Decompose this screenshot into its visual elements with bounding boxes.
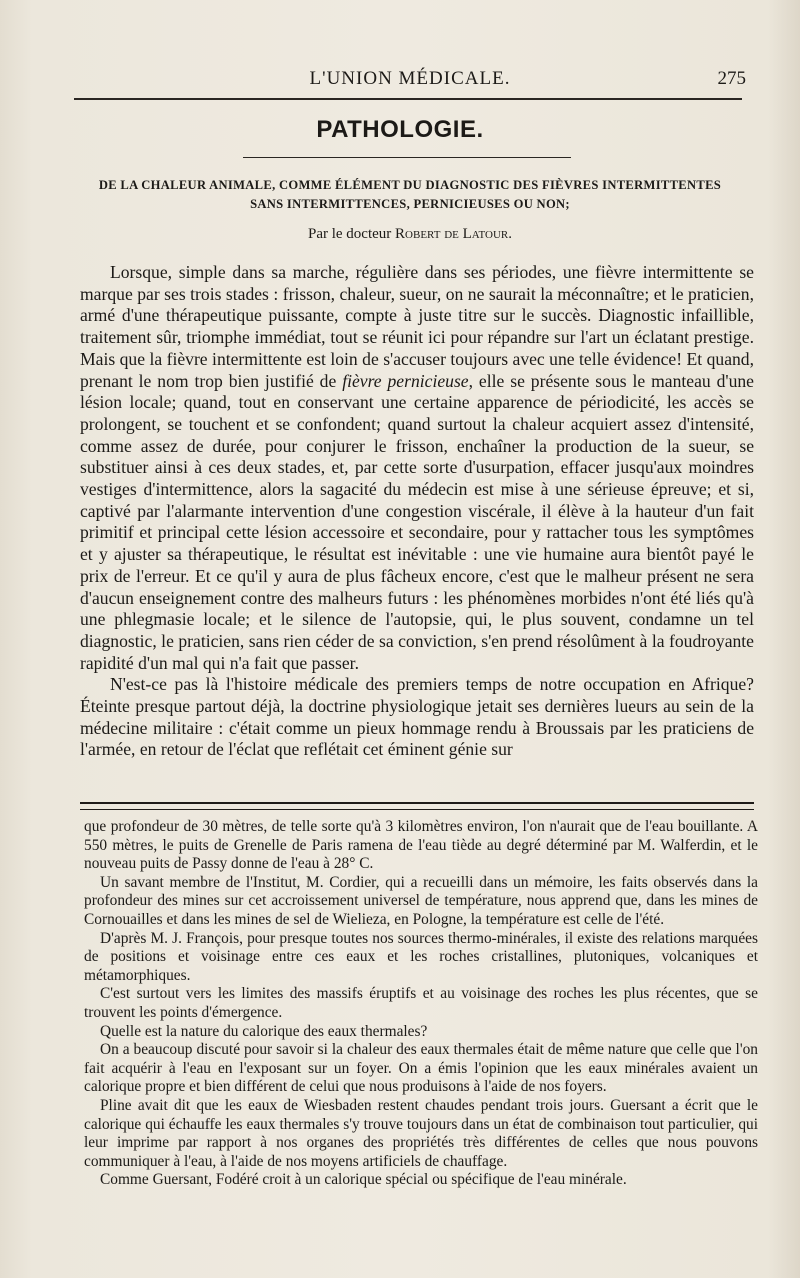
footnote-paragraph: Pline avait dit que les eaux de Wiesbaden restent chaudes pendant trois jours. Guersant a écrit que le calorique qui échauffe les eaux thermales s'y trouve toujours dans un état de combinaison tout particulier, qui leur imprime par rapport à nos organes des propriétés très différentes de celles que nous pouvons communiquer à l'eau, à l'aide de nos moyens artificiels de chauffage. [84, 1096, 758, 1170]
running-header [74, 62, 746, 98]
header-rule [74, 98, 742, 100]
article-title-line-1: DE LA CHALEUR ANIMALE, COMME ÉLÉMENT DU DIAGNOSTIC DES FIÈVRES INTERMITTENTES [98, 178, 722, 192]
footnote-paragraph: C'est surtout vers les limites des massifs éruptifs et au voisinage des roches les plus récentes, que se trouvent les points d'émergence. [84, 985, 758, 1021]
footnote-paragraph: On a beaucoup discuté pour savoir si la chaleur des eaux thermales était de même nature que celle que l'on fait acquérir à l'eau en l'exposant sur un foyer. On a émis l'opinion que les eaux minérales avaient un calorique propre et bien différent de celui que nous produisons à l'aide de nos foyers. [84, 1041, 758, 1096]
running-title: L'UNION MÉDICALE. [309, 68, 511, 89]
section-title-rule [243, 157, 571, 158]
article-title-line-2: SANS INTERMITTENCES, PERNICIEUSES OU NON; [250, 197, 570, 211]
paragraph-1-part-b: , elle se présente sous le manteau d'une lésion locale; quand, tout en conservant une certaine apparence de périodicité, les accès se prolongent, se touchent et se confondent; quand surtout la chaleur acquiert assez d'intensité, comme assez de durée, pour conjurer le frisson, enchaîner la production de la sueur, se substituer ainsi à ces deux stades, et, par cette sorte d'usurpation, effacer jusqu'aux moindres vestiges d'intermittence, alors la sagacité du médecin est mise à une sérieuse épreuve; et si, captivé par l'alarmante intervention d'une congestion viscérale, il élève à la hauteur d'un fait primitif et principal cette lésion accessoire et secondaire, pour y rattacher tous les symptômes et y ajuster sa thérapeutique, le résultat est inévitable : une vie humaine aura bientôt payé le prix de l'erreur. Et ce qu'il y aura de plus fâcheux encore, c'est que le malheur présent ne sera d'aucun enseignement contre des malheurs futurs : les phénomènes morbides n'ont été liés qu'à une phlegmasie locale; et le silence de l'autopsie, qui, le plus souvent, condamne un tel diagnostic, le praticien, sans rien céder de sa conviction, s'en prend résolûment à la foudroyante rapidité d'un mal qui n'a fait que passer. [80, 370, 754, 673]
paragraph-2: N'est-ce pas là l'histoire médicale des premiers temps de notre occupation en Afrique? Éteinte presque partout déjà, la doctrine physiologique jetait ses dernières lueurs au sein de la médecine militaire : c'était comme un pieux hommage rendu à Broussais par les praticiens de l'armée, en retour de l'éclat que reflétait cet éminent génie sur [80, 674, 754, 760]
byline [74, 226, 746, 243]
article-body [80, 262, 754, 761]
footnotes [84, 818, 758, 1190]
footnote-paragraph: D'après M. J. François, pour presque toutes nos sources thermo-minérales, il existe des relations marquées de positions et voisinage entre ces eaux et les roches cristallines, plutoniques, volcaniques et métamorphiques. [84, 929, 758, 984]
page-number: 275 [717, 68, 746, 89]
footnote-paragraph: Un savant membre de l'Institut, M. Cordier, qui a recueilli dans un mémoire, les faits observés dans la profondeur des mines sur cet accroissement universel de température, nous apprend que, dans les mines de Cornouailles et dans les mines de sel de Wielieza, en Pologne, la température est celle de l'été. [84, 873, 758, 928]
footnote-continuation: que profondeur de 30 mètres, de telle sorte qu'à 3 kilomètres environ, l'on n'aurait que de l'eau bouillante. A 550 mètres, le puits de Grenelle de Paris ramena de l'eau tiède au degré déterminé par M. Walferdin, et le nouveau puits de Passy donne de l'eau à 28° C. [84, 818, 758, 873]
paragraph-1-part-a: Lorsque, simple dans sa marche, régulière dans ses périodes, une fièvre intermittente se marque par ses trois stades : frisson, chaleur, sueur, on ne saurait la méconnaître; et le praticien, armé d'une thérapeutique puissante, compte à juste titre sur le succès. Diagnostic infaillible, traitement sûr, triomphe immédiat, tout se réunit ici pour répandre sur l'art un éclatant prestige. Mais que la fièvre intermittente est loin de s'accuser toujours avec une telle évidence! Et quand, prenant le nom trop bien justifié de [80, 262, 754, 391]
footnote-paragraph: Comme Guersant, Fodéré croit à un calorique spécial ou spécifique de l'eau minérale. [100, 1171, 627, 1189]
footnote-separator [80, 802, 754, 810]
footnote-paragraph: Quelle est la nature du calorique des eaux thermales? [100, 1022, 428, 1040]
section-title: PATHOLOGIE. [316, 116, 484, 143]
paragraph-1 [80, 262, 754, 674]
byline-author: Robert de Latour. [395, 226, 512, 242]
paragraph-1-italic-term: fièvre pernicieuse [342, 370, 469, 391]
byline-prefix: Par le docteur [307, 226, 396, 242]
